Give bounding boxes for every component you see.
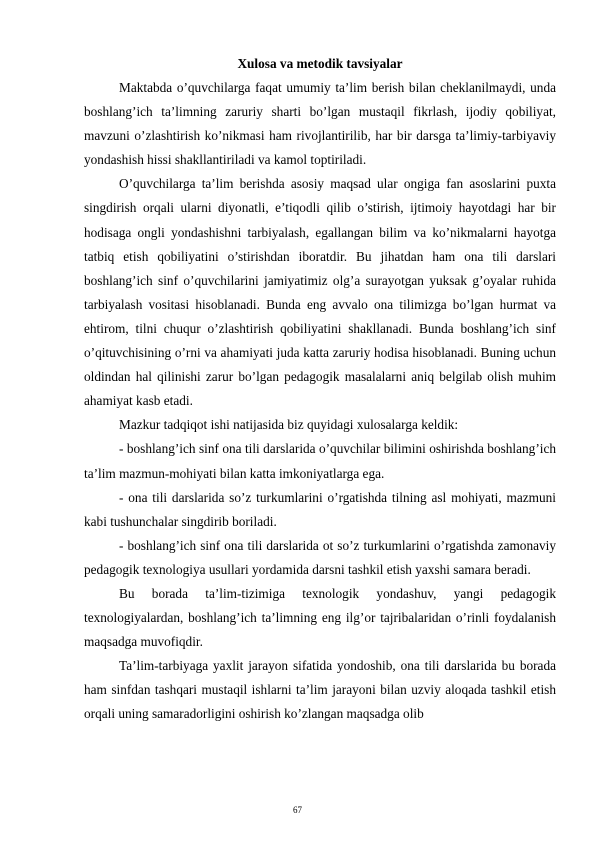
conclusion-item-3: - boshlang’ich sinf ona tili darslarida ot so’z turkumlarini o’rgatishda zamonaviy pedagogik texnologiya usullari yordamida darsni tashkil etish yaxshi samara beradi. xyxy=(84,537,556,577)
conclusion-item-1: - boshlang’ich sinf ona tili darslarida o’quvchilar bilimini oshirishda boshlang’ich ta’lim mazmun-mohiyati bilan katta imkoniyatlarga ega. xyxy=(84,441,556,481)
paragraph-7: Bu borada ta’lim-tizimiga texnologik yondashuv, yangi pedagogik texnologiyalardan, boshlang’ich ta’limning eng ilg’or tajribalaridan o’rinli foydalanish maqsadga muvofiqdir. xyxy=(84,585,556,650)
section-title: Xulosa va metodik tavsiyalar xyxy=(237,56,403,71)
paragraph-3: Mazkur tadqiqot ishi natijasida biz quyidagi xulosalarga keldik: xyxy=(119,417,459,433)
conclusion-item-2: - ona tili darslarida so’z turkumlarini o’rgatishda tilning asl mohiyati, mazmuni kabi tushunchalar singdirib boriladi. xyxy=(84,489,556,529)
paragraph-1: Maktabda o’quvchilarga faqat umumiy ta’lim berish bilan cheklanilmaydi, unda boshlang’ich ta’limning zaruriy sharti bo’lgan mustaqil fikrlash, ijodiy qobiliyat, mavzuni o’zlashtirish ko’nikmasi ham rivojlantirilib, har bir darsga ta’limiy-tarbiyaviy yondashish hissi shakllantiriladi va kamol toptiriladi. xyxy=(84,80,556,168)
document-body xyxy=(84,52,556,727)
page-number: 67 xyxy=(293,805,302,815)
paragraph-2: O’quvchilarga ta’lim berishda asosiy maqsad ular ongiga fan asoslarini puxta singdirish orqali ularni diyonatli, e’tiqodli qilib o’stirish, ijtimoiy hayotdagi har bir hodisaga ongli yondashishni tarbiyalash, egallangan bilim va ko’nikmalarni hayotga tatbiq etish qobiliyatini o’stirishdan iboratdir. Bu jihatdan ham ona tili darslari boshlang’ich sinf o’quvchilarini jamiyatimiz olg’a surayotgan yuksak g’oyalar ruhida tarbiyalash vositasi hisoblanadi. Bunda eng avvalo ona tilimizga bo’lgan hurmat va ehtirom, tilni chuqur o’zlashtirish qobiliyatini shakllanadi. Bunda boshlang’ich sinf o’qituvchisining o’rni va ahamiyati juda katta zaruriy hodisa hisoblanadi. Buning uchun oldindan hal qilinishi zarur bo’lgan pedagogik masalalarni aniq belgilab olish muhim ahamiyat kasb etadi. xyxy=(84,176,556,409)
paragraph-8: Ta’lim-tarbiyaga yaxlit jarayon sifatida yondoshib, ona tili darslarida bu borada ham sinfdan tashqari mustaqil ishlarni ta’lim jarayoni bilan uzviy aloqada tashkil etish orqali uning samaradorligini oshirish ko’zlangan maqsadga olib xyxy=(84,658,556,722)
